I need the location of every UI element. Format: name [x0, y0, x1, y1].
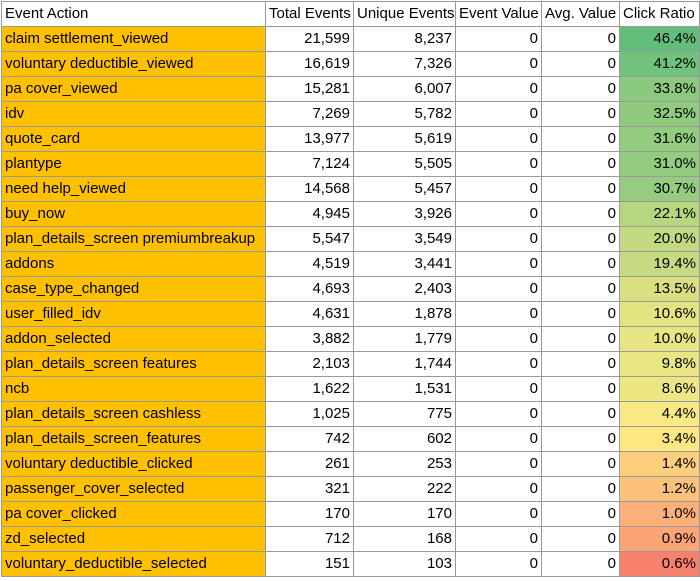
table-row	[2, 127, 700, 152]
click-ratio-cell[interactable]: 32.5%	[620, 102, 700, 127]
total-events-cell[interactable]: 1,025	[266, 402, 354, 427]
total-events-cell[interactable]: 3,882	[266, 327, 354, 352]
unique-events-cell[interactable]: 2,403	[354, 277, 456, 302]
total-events-cell[interactable]: 16,619	[266, 52, 354, 77]
unique-events-cell[interactable]: 1,779	[354, 327, 456, 352]
avg-value-cell[interactable]: 0	[542, 127, 620, 152]
event-action-cell[interactable]: plan_details_screen premiumbreakup	[2, 227, 266, 252]
unique-events-cell[interactable]: 1,531	[354, 377, 456, 402]
click-ratio-cell[interactable]: 4.4%	[620, 402, 700, 427]
table-row	[2, 477, 700, 502]
avg-value-cell[interactable]: 0	[542, 102, 620, 127]
avg-value-cell[interactable]: 0	[542, 327, 620, 352]
header-unique-events[interactable]: Unique Events	[354, 2, 456, 27]
table-row	[2, 177, 700, 202]
total-events-cell[interactable]: 4,519	[266, 252, 354, 277]
total-events-cell[interactable]: 7,269	[266, 102, 354, 127]
click-ratio-cell[interactable]: 31.6%	[620, 127, 700, 152]
table-row	[2, 352, 700, 377]
event-value-cell[interactable]: 0	[456, 477, 542, 502]
unique-events-cell[interactable]: 170	[354, 502, 456, 527]
table-row	[2, 452, 700, 477]
click-ratio-cell[interactable]: 1.0%	[620, 502, 700, 527]
unique-events-cell[interactable]: 5,505	[354, 152, 456, 177]
table-row	[2, 302, 700, 327]
avg-value-cell[interactable]: 0	[542, 52, 620, 77]
event-action-cell[interactable]: passenger_cover_selected	[2, 477, 266, 502]
unique-events-cell[interactable]: 5,782	[354, 102, 456, 127]
unique-events-cell[interactable]: 5,457	[354, 177, 456, 202]
event-value-cell[interactable]: 0	[456, 252, 542, 277]
event-action-cell[interactable]: pa cover_clicked	[2, 502, 266, 527]
avg-value-cell[interactable]: 0	[542, 152, 620, 177]
event-action-cell[interactable]: idv	[2, 102, 266, 127]
total-events-cell[interactable]: 151	[266, 552, 354, 577]
table-row	[2, 52, 700, 77]
total-events-cell[interactable]: 4,631	[266, 302, 354, 327]
table-row	[2, 227, 700, 252]
click-ratio-cell[interactable]: 10.0%	[620, 327, 700, 352]
click-ratio-cell[interactable]: 41.2%	[620, 52, 700, 77]
event-value-cell[interactable]: 0	[456, 152, 542, 177]
table-row	[2, 427, 700, 452]
table-row	[2, 102, 700, 127]
table-row	[2, 152, 700, 177]
avg-value-cell[interactable]: 0	[542, 77, 620, 102]
unique-events-cell[interactable]: 602	[354, 427, 456, 452]
total-events-cell[interactable]: 4,693	[266, 277, 354, 302]
total-events-cell[interactable]: 21,599	[266, 27, 354, 52]
total-events-cell[interactable]: 742	[266, 427, 354, 452]
event-action-cell[interactable]: need help_viewed	[2, 177, 266, 202]
avg-value-cell[interactable]: 0	[542, 252, 620, 277]
table-row	[2, 327, 700, 352]
unique-events-cell[interactable]: 3,441	[354, 252, 456, 277]
table-row	[2, 402, 700, 427]
avg-value-cell[interactable]: 0	[542, 302, 620, 327]
unique-events-cell[interactable]: 7,326	[354, 52, 456, 77]
click-ratio-cell[interactable]: 10.6%	[620, 302, 700, 327]
event-value-cell[interactable]: 0	[456, 452, 542, 477]
click-ratio-cell[interactable]: 1.4%	[620, 452, 700, 477]
event-value-cell[interactable]: 0	[456, 227, 542, 252]
total-events-cell[interactable]: 13,977	[266, 127, 354, 152]
table-row	[2, 552, 700, 577]
header-row	[2, 2, 700, 27]
unique-events-cell[interactable]: 253	[354, 452, 456, 477]
avg-value-cell[interactable]: 0	[542, 202, 620, 227]
table-row	[2, 502, 700, 527]
event-action-cell[interactable]: voluntary deductible_clicked	[2, 452, 266, 477]
click-ratio-cell[interactable]: 30.7%	[620, 177, 700, 202]
table-row	[2, 252, 700, 277]
click-ratio-cell[interactable]: 0.9%	[620, 527, 700, 552]
event-action-cell[interactable]: quote_card	[2, 127, 266, 152]
total-events-cell[interactable]: 712	[266, 527, 354, 552]
avg-value-cell[interactable]: 0	[542, 177, 620, 202]
table-body	[2, 27, 700, 577]
header-total-events[interactable]: Total Events	[266, 2, 354, 27]
avg-value-cell[interactable]: 0	[542, 552, 620, 577]
avg-value-cell[interactable]: 0	[542, 427, 620, 452]
avg-value-cell[interactable]: 0	[542, 502, 620, 527]
table-row	[2, 527, 700, 552]
event-value-cell[interactable]: 0	[456, 377, 542, 402]
unique-events-cell[interactable]: 103	[354, 552, 456, 577]
click-ratio-cell[interactable]: 9.8%	[620, 352, 700, 377]
header-click-ratio[interactable]: Click Ratio	[620, 2, 700, 27]
total-events-cell[interactable]: 4,945	[266, 202, 354, 227]
event-value-cell[interactable]: 0	[456, 352, 542, 377]
click-ratio-cell[interactable]: 0.6%	[620, 552, 700, 577]
event-action-cell[interactable]: claim settlement_viewed	[2, 27, 266, 52]
event-action-cell[interactable]: plan_details_screen cashless	[2, 402, 266, 427]
event-value-cell[interactable]: 0	[456, 202, 542, 227]
table-row	[2, 202, 700, 227]
unique-events-cell[interactable]: 3,926	[354, 202, 456, 227]
event-value-cell[interactable]: 0	[456, 77, 542, 102]
click-ratio-cell[interactable]: 46.4%	[620, 27, 700, 52]
header-event-action[interactable]: Event Action	[2, 2, 266, 27]
event-value-cell[interactable]: 0	[456, 427, 542, 452]
event-value-cell[interactable]: 0	[456, 27, 542, 52]
event-action-cell[interactable]: zd_selected	[2, 527, 266, 552]
click-ratio-cell[interactable]: 19.4%	[620, 252, 700, 277]
event-action-cell[interactable]: plan_details_screen features	[2, 352, 266, 377]
unique-events-cell[interactable]: 168	[354, 527, 456, 552]
avg-value-cell[interactable]: 0	[542, 227, 620, 252]
header-avg-value[interactable]: Avg. Value	[542, 2, 620, 27]
click-ratio-cell[interactable]: 1.2%	[620, 477, 700, 502]
event-action-cell[interactable]: pa cover_viewed	[2, 77, 266, 102]
event-value-cell[interactable]: 0	[456, 102, 542, 127]
total-events-cell[interactable]: 261	[266, 452, 354, 477]
event-value-cell[interactable]: 0	[456, 527, 542, 552]
click-ratio-cell[interactable]: 8.6%	[620, 377, 700, 402]
unique-events-cell[interactable]: 6,007	[354, 77, 456, 102]
event-value-cell[interactable]: 0	[456, 177, 542, 202]
click-ratio-cell[interactable]: 3.4%	[620, 427, 700, 452]
click-ratio-cell[interactable]: 13.5%	[620, 277, 700, 302]
table-row	[2, 377, 700, 402]
event-value-cell[interactable]: 0	[456, 127, 542, 152]
event-action-cell[interactable]: ncb	[2, 377, 266, 402]
event-value-cell[interactable]: 0	[456, 502, 542, 527]
total-events-cell[interactable]: 170	[266, 502, 354, 527]
avg-value-cell[interactable]: 0	[542, 452, 620, 477]
event-action-cell[interactable]: addon_selected	[2, 327, 266, 352]
unique-events-cell[interactable]: 222	[354, 477, 456, 502]
total-events-cell[interactable]: 14,568	[266, 177, 354, 202]
event-action-cell[interactable]: case_type_changed	[2, 277, 266, 302]
avg-value-cell[interactable]: 0	[542, 27, 620, 52]
unique-events-cell[interactable]: 3,549	[354, 227, 456, 252]
event-value-cell[interactable]: 0	[456, 277, 542, 302]
total-events-cell[interactable]: 2,103	[266, 352, 354, 377]
total-events-cell[interactable]: 1,622	[266, 377, 354, 402]
event-action-cell[interactable]: buy_now	[2, 202, 266, 227]
avg-value-cell[interactable]: 0	[542, 477, 620, 502]
event-action-cell[interactable]: user_filled_idv	[2, 302, 266, 327]
event-action-cell[interactable]: voluntary deductible_viewed	[2, 52, 266, 77]
avg-value-cell[interactable]: 0	[542, 527, 620, 552]
unique-events-cell[interactable]: 775	[354, 402, 456, 427]
event-action-cell[interactable]: addons	[2, 252, 266, 277]
click-ratio-cell[interactable]: 22.1%	[620, 202, 700, 227]
event-value-cell[interactable]: 0	[456, 552, 542, 577]
table-row	[2, 77, 700, 102]
event-value-cell[interactable]: 0	[456, 327, 542, 352]
total-events-cell[interactable]: 5,547	[266, 227, 354, 252]
table-row	[2, 27, 700, 52]
unique-events-cell[interactable]: 8,237	[354, 27, 456, 52]
event-value-cell[interactable]: 0	[456, 402, 542, 427]
click-ratio-cell[interactable]: 31.0%	[620, 152, 700, 177]
unique-events-cell[interactable]: 1,744	[354, 352, 456, 377]
unique-events-cell[interactable]: 1,878	[354, 302, 456, 327]
avg-value-cell[interactable]: 0	[542, 402, 620, 427]
event-value-cell[interactable]: 0	[456, 302, 542, 327]
avg-value-cell[interactable]: 0	[542, 352, 620, 377]
event-actions-table	[1, 1, 700, 577]
total-events-cell[interactable]: 15,281	[266, 77, 354, 102]
event-action-cell[interactable]: plan_details_screen_features	[2, 427, 266, 452]
click-ratio-cell[interactable]: 20.0%	[620, 227, 700, 252]
avg-value-cell[interactable]: 0	[542, 277, 620, 302]
total-events-cell[interactable]: 321	[266, 477, 354, 502]
unique-events-cell[interactable]: 5,619	[354, 127, 456, 152]
event-action-cell[interactable]: plantype	[2, 152, 266, 177]
total-events-cell[interactable]: 7,124	[266, 152, 354, 177]
table-row	[2, 277, 700, 302]
header-event-value[interactable]: Event Value	[456, 2, 542, 27]
click-ratio-cell[interactable]: 33.8%	[620, 77, 700, 102]
event-value-cell[interactable]: 0	[456, 52, 542, 77]
event-action-cell[interactable]: voluntary_deductible_selected	[2, 552, 266, 577]
avg-value-cell[interactable]: 0	[542, 377, 620, 402]
